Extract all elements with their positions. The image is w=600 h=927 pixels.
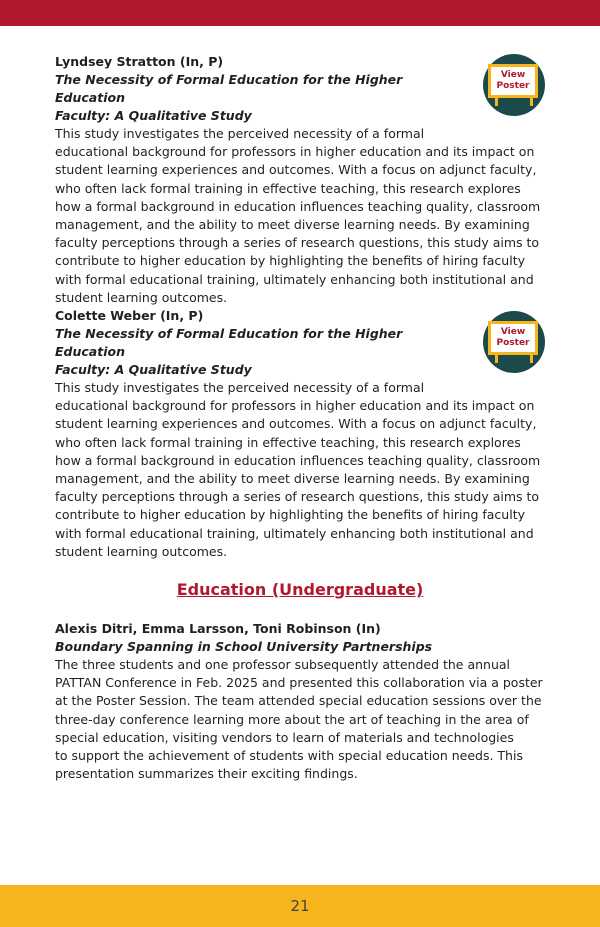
entry-title-line: Faculty: A Qualitative Study [55,108,252,123]
abstract-line: The three students and one professor subsequently attended the annual [55,657,511,672]
abstract-line: student learning outcomes. [55,289,228,305]
entry-title [55,71,455,125]
entry-title-line: Faculty: A Qualitative Study [55,362,252,377]
abstract-line: management, and the ability to meet diverse learning needs. By examining [55,471,530,487]
abstract-line: who often lack formal training in effective teaching, this research explores [55,180,521,196]
abstract-line: contribute to higher education by highlighting the benefits of hiring faculty [55,253,525,269]
view-poster-label: View [500,327,526,337]
section-heading: Education (Undergraduate) [176,580,424,599]
top-color-bar [0,0,600,26]
abstract-line: This study investigates the perceived necessity of a formal [55,380,425,395]
footer-bar [0,885,600,927]
abstract-line: special education, visiting vendors to learn of materials and technologies [55,729,514,745]
view-poster-label: Poster [496,338,530,348]
abstract-line: student learning experiences and outcomes. With a focus on adjunct faculty, [55,416,537,432]
easel-leg [530,98,533,106]
abstract-entry [55,620,545,783]
abstract-line: who often lack formal training in effective teaching, this research explores [55,434,521,450]
poster-easel-icon [488,321,538,355]
abstract-line: student learning experiences and outcomes. With a focus on adjunct faculty, [55,162,537,178]
abstract-line: contribute to higher education by highlighting the benefits of hiring faculty [55,507,525,523]
abstract-line: PATTAN Conference in Feb. 2025 and presented this collaboration via a poster [55,675,543,691]
abstract-line: faculty perceptions through a series of research questions, this study aims to [55,235,540,251]
abstract-line: how a formal background in education influences teaching quality, classroom [55,198,541,214]
view-poster-button[interactable] [483,54,545,116]
abstract-line: This study investigates the perceived necessity of a formal [55,126,425,141]
abstract-line: student learning outcomes. [55,543,228,559]
entry-authors: Lyndsey Stratton (In, P) [55,54,224,69]
entry-abstract [55,656,545,783]
entry-authors: Alexis Ditri, Emma Larsson, Toni Robinson (In) [55,621,381,636]
entry-abstract [55,125,545,307]
poster-easel-icon [488,64,538,98]
abstract-line: management, and the ability to meet diverse learning needs. By examining [55,217,530,233]
entry-title-line: The Necessity of Formal Education for the Higher Education [55,326,403,359]
abstract-line: faculty perceptions through a series of research questions, this study aims to [55,489,540,505]
easel-leg [495,355,498,363]
entry-title: Boundary Spanning in School University Partnerships [55,639,433,654]
view-poster-button[interactable] [483,311,545,373]
page-number: 21 [290,897,310,915]
abstract-line: to support the achievement of students with special education needs. This [55,748,523,764]
entry-title-line: The Necessity of Formal Education for the Higher Education [55,72,403,105]
abstract-line: with formal educational training, ultimately enhancing both institutional and [55,271,534,287]
abstract-line: with formal educational training, ultimately enhancing both institutional and [55,525,534,541]
view-poster-label: Poster [496,81,530,91]
abstract-line: three-day conference learning more about the art of teaching in the area of [55,711,529,727]
abstract-line: presentation summarizes their exciting findings. [55,766,358,782]
abstract-line: how a formal background in education influences teaching quality, classroom [55,452,541,468]
easel-leg [530,355,533,363]
easel-leg [495,98,498,106]
entry-title [55,325,455,379]
abstract-entry [55,307,545,561]
view-poster-label: View [500,70,526,80]
abstract-line: at the Poster Session. The team attended special education sessions over the [55,693,542,709]
entry-authors: Colette Weber (In, P) [55,308,204,323]
entry-abstract [55,379,545,561]
abstract-entry [55,53,545,307]
abstract-line: educational background for professors in higher education and its impact on [55,398,535,414]
abstract-line: educational background for professors in higher education and its impact on [55,144,535,160]
